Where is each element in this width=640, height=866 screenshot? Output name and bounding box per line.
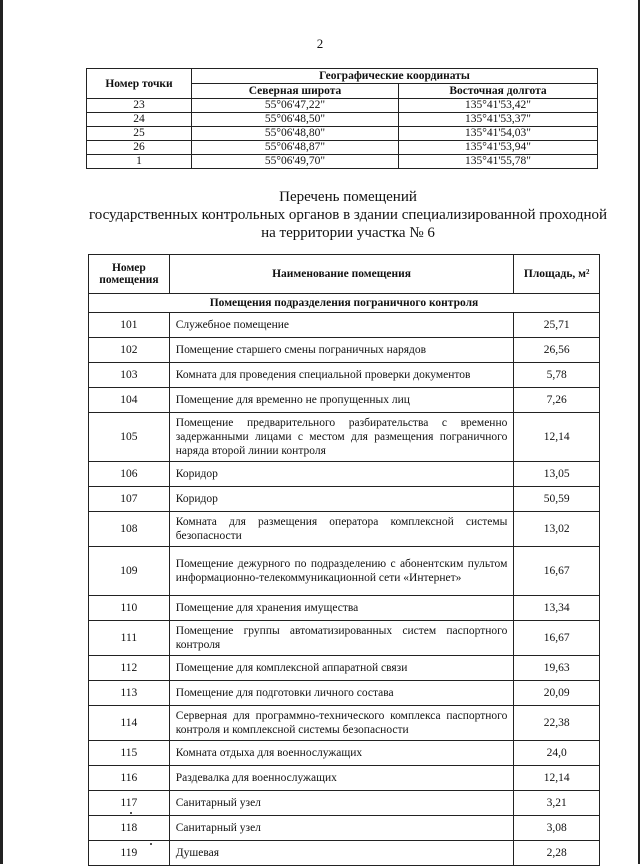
room-area: 50,59 <box>514 487 600 512</box>
room-name: Помещение дежурного по подразделению с абонентским пультом информационно-телекоммуникационной сети «Интернет» <box>169 547 514 596</box>
heading-line-1: Перечень помещений <box>279 189 417 205</box>
table-row <box>89 547 600 596</box>
room-number: 111 <box>89 621 170 656</box>
room-name: Помещение старшего смены пограничных нарядов <box>169 338 514 363</box>
latitude-cell: 55°06'48,50" <box>192 113 399 127</box>
coordinates-table <box>86 68 598 169</box>
table-row <box>89 766 600 791</box>
table-row <box>87 155 598 169</box>
room-area: 13,02 <box>514 512 600 547</box>
room-name: Комната для проведения специальной проверки документов <box>169 363 514 388</box>
room-name: Помещение для комплексной аппаратной связи <box>169 656 514 681</box>
scan-edge-left <box>0 0 3 864</box>
room-area: 7,26 <box>514 388 600 413</box>
longitude-cell: 135°41'53,37" <box>399 113 598 127</box>
scan-speck <box>130 812 132 814</box>
room-number: 103 <box>89 363 170 388</box>
table-row <box>89 313 600 338</box>
room-area: 13,34 <box>514 596 600 621</box>
scan-speck <box>150 843 152 845</box>
table-row <box>89 791 600 816</box>
room-area: 20,09 <box>514 681 600 706</box>
room-area: 3,21 <box>514 791 600 816</box>
table-row <box>89 706 600 741</box>
point-cell: 23 <box>87 99 192 113</box>
table-row <box>89 621 600 656</box>
room-number: 108 <box>89 512 170 547</box>
room-area: 22,38 <box>514 706 600 741</box>
section-title: Помещения подразделения пограничного контроля <box>89 294 600 313</box>
room-number: 106 <box>89 462 170 487</box>
table-row <box>89 656 600 681</box>
room-number: 109 <box>89 547 170 596</box>
room-name: Помещение предварительного разбирательства с временно задержанными лицами с местом для размещения пограничного наряда второй линии контроля <box>169 413 514 462</box>
room-number: 112 <box>89 656 170 681</box>
point-cell: 26 <box>87 141 192 155</box>
table-row <box>89 816 600 841</box>
room-number: 101 <box>89 313 170 338</box>
table-row <box>89 512 600 547</box>
table-row <box>87 99 598 113</box>
header-longitude: Восточная долгота <box>399 84 598 99</box>
table-row <box>89 388 600 413</box>
room-area: 5,78 <box>514 363 600 388</box>
table-row <box>89 462 600 487</box>
room-number: 107 <box>89 487 170 512</box>
room-number: 117 <box>89 791 170 816</box>
room-name: Помещение для подготовки личного состава <box>169 681 514 706</box>
room-area: 12,14 <box>514 766 600 791</box>
longitude-cell: 135°41'54,03" <box>399 127 598 141</box>
rooms-table <box>88 254 600 866</box>
longitude-cell: 135°41'55,78" <box>399 155 598 169</box>
room-name: Помещение для хранения имущества <box>169 596 514 621</box>
room-name: Коридор <box>169 462 514 487</box>
point-cell: 25 <box>87 127 192 141</box>
room-area: 19,63 <box>514 656 600 681</box>
room-name: Комната для размещения оператора комплексной системы безопасности <box>169 512 514 547</box>
latitude-cell: 55°06'47,22" <box>192 99 399 113</box>
longitude-cell: 135°41'53,42" <box>399 99 598 113</box>
room-name: Помещение группы автоматизированных систем паспортного контроля <box>169 621 514 656</box>
room-area: 13,05 <box>514 462 600 487</box>
room-name: Коридор <box>169 487 514 512</box>
table-row <box>89 741 600 766</box>
header-geo-coordinates: Географические координаты <box>192 69 598 84</box>
table-row <box>87 141 598 155</box>
latitude-cell: 55°06'48,87" <box>192 141 399 155</box>
table-row <box>89 487 600 512</box>
room-area: 12,14 <box>514 413 600 462</box>
room-number: 105 <box>89 413 170 462</box>
table-row <box>89 363 600 388</box>
header-latitude: Северная широта <box>192 84 399 99</box>
page-number: 2 <box>316 36 324 51</box>
header-room-name: Наименование помещения <box>169 255 514 294</box>
table-row <box>87 127 598 141</box>
table-row <box>87 113 598 127</box>
header-room-area: Площадь, м² <box>514 255 600 294</box>
room-number: 110 <box>89 596 170 621</box>
heading-line-2: государственных контрольных органов в здании специализированной проходной <box>88 207 608 223</box>
room-name: Санитарный узел <box>169 791 514 816</box>
room-number: 119 <box>89 841 170 866</box>
room-name: Душевая <box>169 841 514 866</box>
latitude-cell: 55°06'49,70" <box>192 155 399 169</box>
latitude-cell: 55°06'48,80" <box>192 127 399 141</box>
room-number: 118 <box>89 816 170 841</box>
table-row <box>89 681 600 706</box>
room-area: 3,08 <box>514 816 600 841</box>
table-row <box>89 841 600 866</box>
table-row <box>89 413 600 462</box>
room-number: 113 <box>89 681 170 706</box>
point-cell: 24 <box>87 113 192 127</box>
room-number: 114 <box>89 706 170 741</box>
room-number: 102 <box>89 338 170 363</box>
room-number: 115 <box>89 741 170 766</box>
room-name: Санитарный узел <box>169 816 514 841</box>
longitude-cell: 135°41'53,94" <box>399 141 598 155</box>
room-name: Комната отдыха для военнослужащих <box>169 741 514 766</box>
room-name: Помещение для временно не пропущенных лиц <box>169 388 514 413</box>
point-cell: 1 <box>87 155 192 169</box>
room-area: 16,67 <box>514 547 600 596</box>
room-name: Служебное помещение <box>169 313 514 338</box>
heading-line-3: на территории участка № 6 <box>261 225 435 241</box>
room-number: 116 <box>89 766 170 791</box>
room-number: 104 <box>89 388 170 413</box>
table-row <box>89 338 600 363</box>
room-area: 16,67 <box>514 621 600 656</box>
room-name: Раздевалка для военнослужащих <box>169 766 514 791</box>
table-row <box>89 596 600 621</box>
room-area: 26,56 <box>514 338 600 363</box>
room-area: 2,28 <box>514 841 600 866</box>
room-name: Серверная для программно-технического комплекса паспортного контроля и комплексной системы безопасности <box>169 706 514 741</box>
header-point-number: Номер точки <box>87 69 192 99</box>
header-room-number: Номер помещения <box>89 255 170 294</box>
room-area: 24,0 <box>514 741 600 766</box>
room-area: 25,71 <box>514 313 600 338</box>
